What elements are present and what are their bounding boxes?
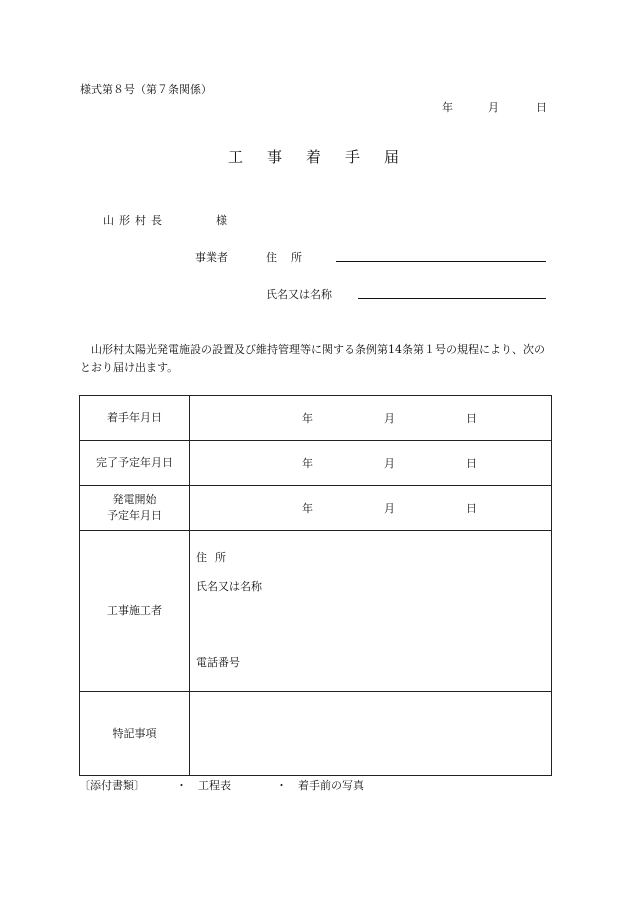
document-title: 工事着手届 [228, 148, 424, 166]
contractor-address-label: 住所 [196, 551, 234, 564]
completion-month-label: 月 [384, 457, 395, 470]
table-row-completion-date [80, 441, 552, 486]
generation-month-label: 月 [384, 502, 395, 515]
table-row-generation-start [80, 486, 552, 531]
generation-start-label [80, 486, 190, 531]
remarks-field[interactable] [190, 692, 552, 776]
remarks-label: 特記事項 [80, 692, 190, 776]
start-date-field[interactable] [190, 396, 552, 441]
table-row-remarks [80, 692, 552, 776]
completion-day-label: 日 [466, 457, 477, 470]
attachment-item: ・ 工程表 [176, 779, 231, 792]
applicant-name-line[interactable] [358, 298, 546, 299]
date-year-label: 年 [442, 101, 453, 114]
applicant-address-label: 住所 [266, 251, 316, 264]
generation-start-label-line2: 予定年月日 [107, 509, 162, 522]
applicant-name-label: 氏名又は名称 [266, 288, 332, 301]
applicant-label: 事業者 [195, 251, 228, 264]
start-date-label: 着手年月日 [80, 396, 190, 441]
applicant-address-line[interactable] [336, 261, 546, 262]
date-month-label: 月 [488, 101, 499, 114]
attachments-label: 〔添付書類〕 [79, 779, 145, 792]
completion-year-label: 年 [302, 457, 313, 470]
contractor-label: 工事施工者 [80, 531, 190, 692]
table-row-contractor [80, 531, 552, 692]
contractor-name-label: 氏名又は名称 [196, 580, 262, 593]
generation-year-label: 年 [302, 502, 313, 515]
table-row-start-date [80, 396, 552, 441]
generation-day-label: 日 [466, 502, 477, 515]
contractor-field[interactable] [190, 531, 552, 692]
generation-start-label-line1: 発電開始 [112, 493, 157, 506]
completion-date-field[interactable] [190, 441, 552, 486]
date-day-label: 日 [536, 101, 547, 114]
body-text: 山形村太陽光発電施設の設置及び維持管理等に関する条例第14条第１号の規程により、次のとおり届け出ます。 [80, 343, 545, 374]
form-number: 様式第８号（第７条関係） [80, 83, 212, 96]
generation-start-field[interactable] [190, 486, 552, 531]
addressee-name: 山形村長 [103, 214, 167, 227]
attachment-item: ・ 着手前の写真 [276, 779, 364, 792]
addressee-honorific: 様 [216, 214, 227, 227]
start-year-label: 年 [302, 412, 313, 425]
contractor-phone-label: 電話番号 [196, 656, 240, 669]
form-table [79, 395, 552, 776]
start-month-label: 月 [384, 412, 395, 425]
completion-date-label: 完了予定年月日 [80, 441, 190, 486]
start-day-label: 日 [466, 412, 477, 425]
